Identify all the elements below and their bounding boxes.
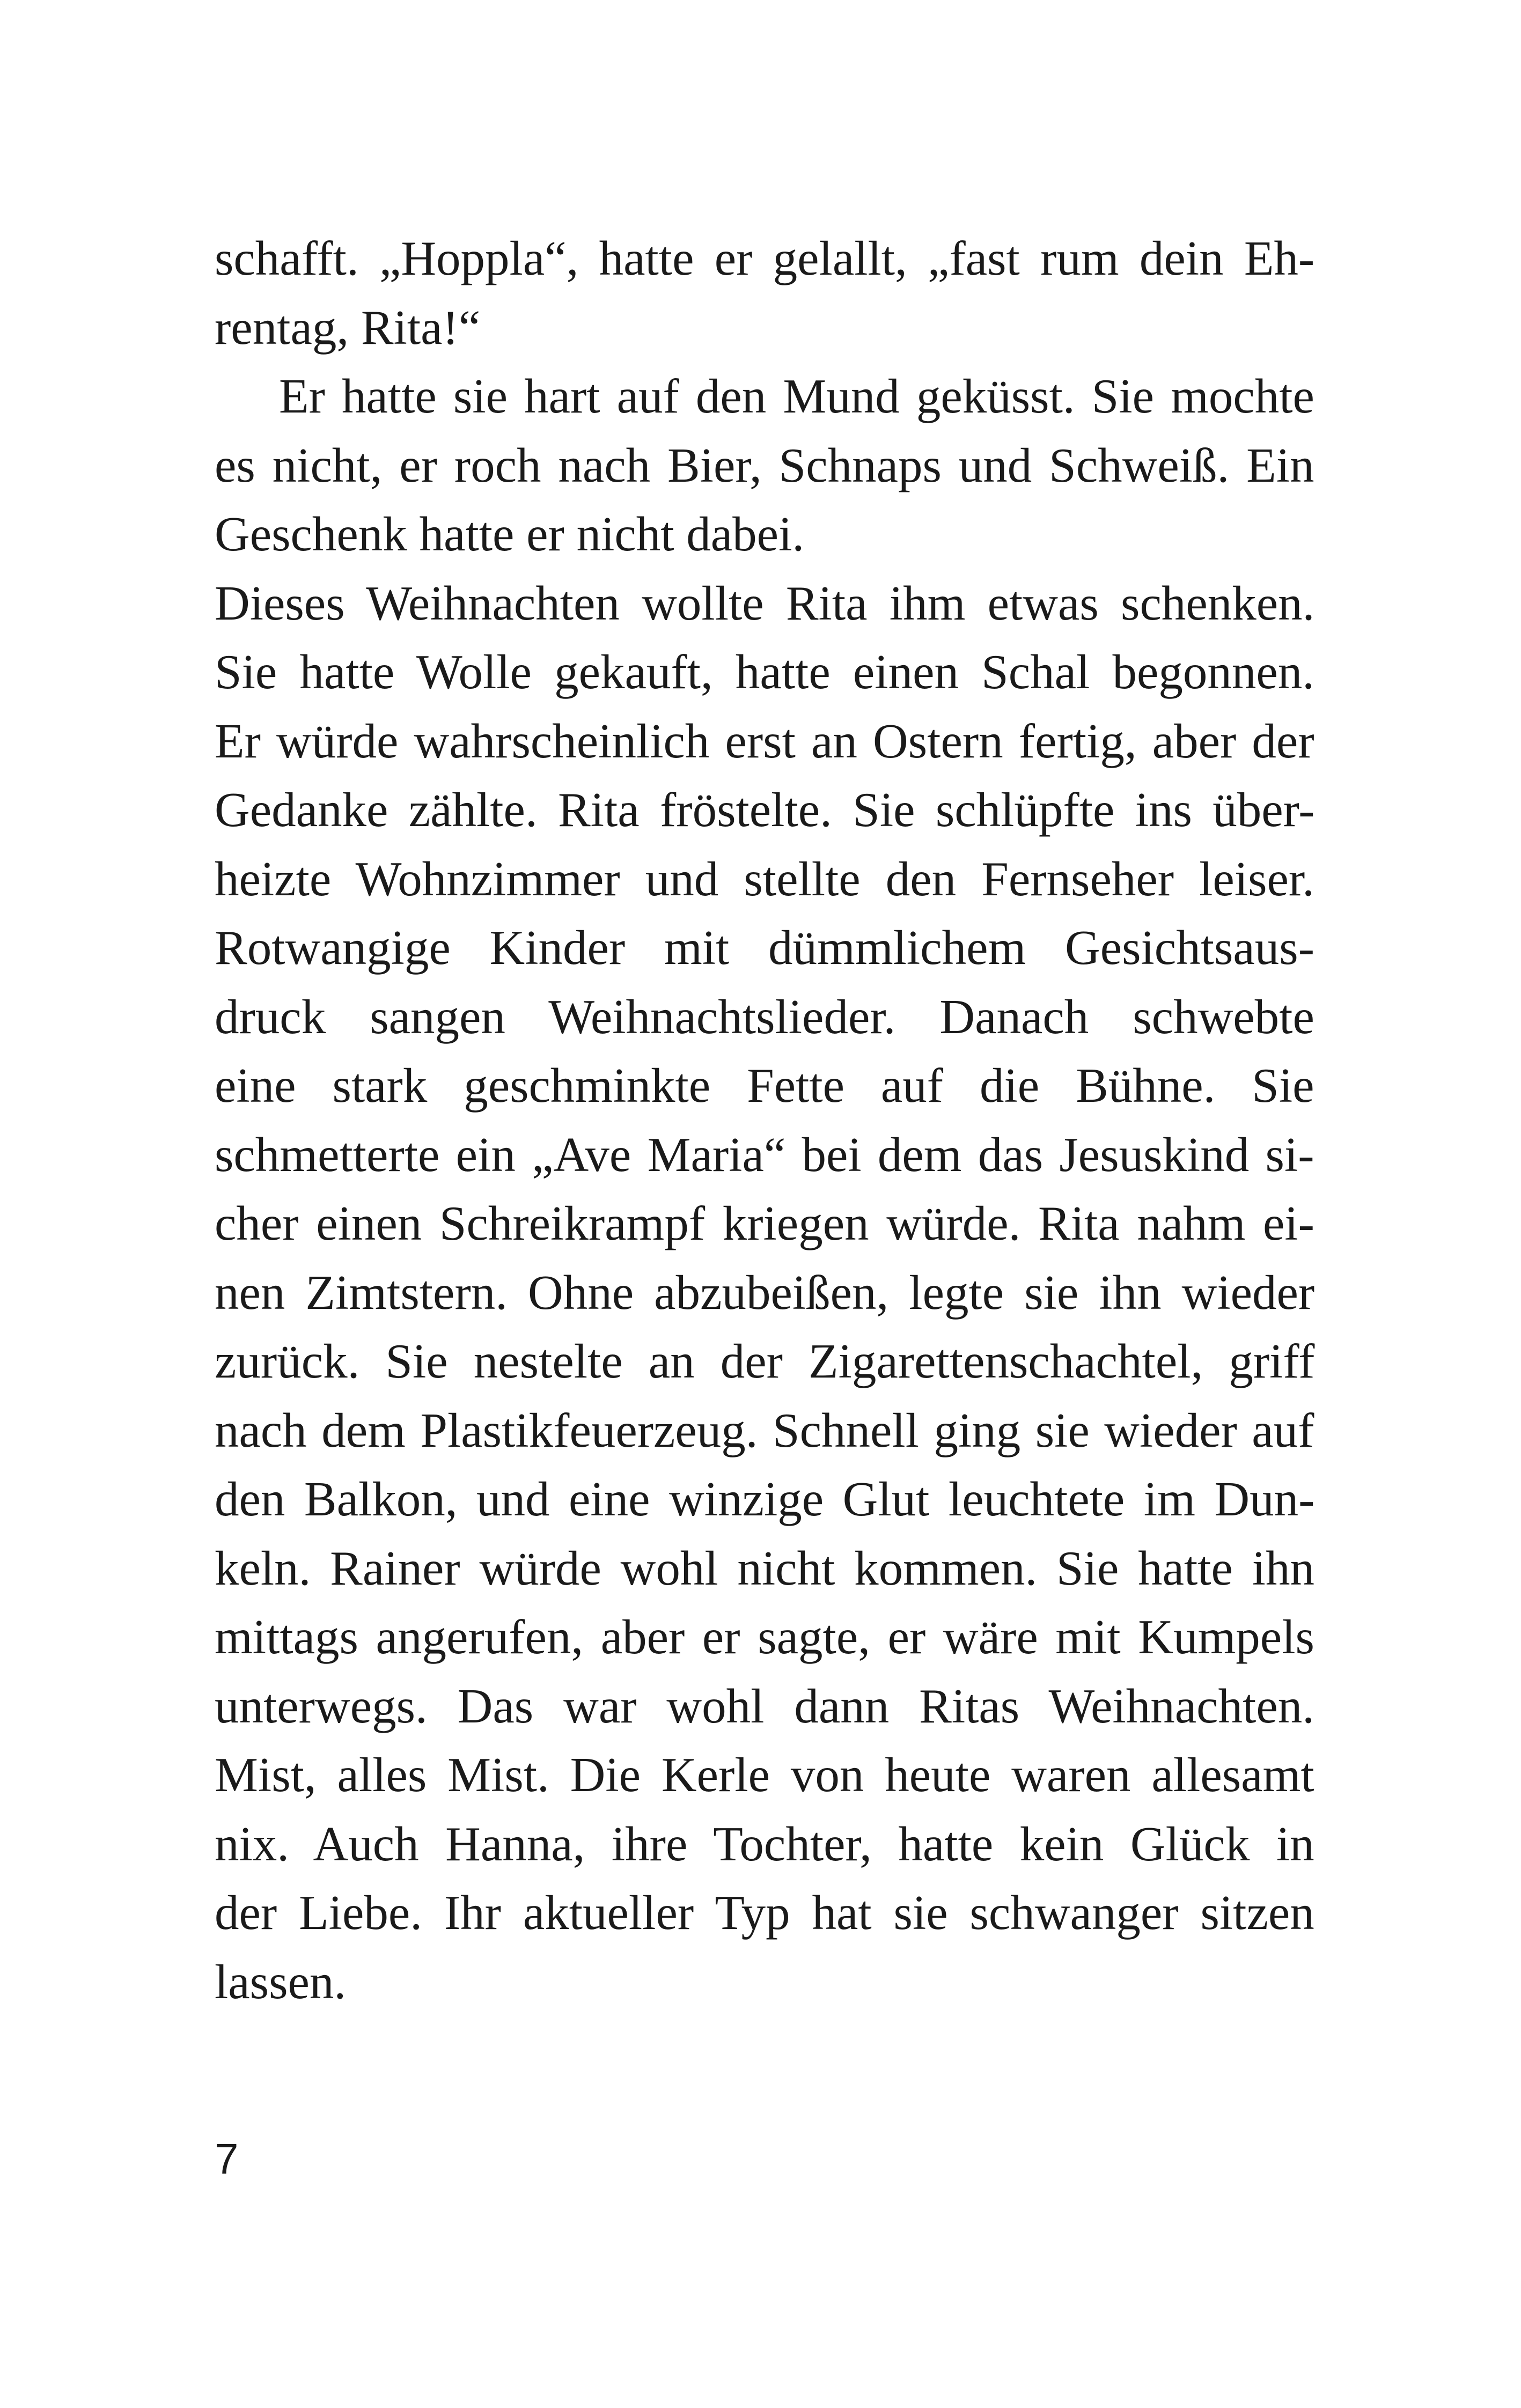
text-line: der Liebe. Ihr aktueller Typ hat sie schwanger sitzen xyxy=(215,1886,1314,1940)
text-line: Dieses Weihnachten wollte Rita ihm etwas schenken. xyxy=(215,576,1315,630)
text-line: Mist, alles Mist. Die Kerle von heute waren allesamt xyxy=(215,1748,1314,1802)
text-line: Geschenk hatte er nicht dabei. xyxy=(215,507,805,561)
text-line: Gedanke zählte. Rita fröstelte. Sie schlüpfte ins über- xyxy=(215,783,1315,837)
text-line: heizte Wohnzimmer und stellte den Fernseher leiser. xyxy=(215,852,1314,906)
text-line: keln. Rainer würde wohl nicht kommen. Sie hatte ihn xyxy=(215,1541,1314,1595)
text-line: lassen. xyxy=(215,1955,347,2009)
text-line: unterwegs. Das war wohl dann Ritas Weihnachten. xyxy=(215,1679,1314,1733)
text-line: den Balkon, und eine winzige Glut leuchtete im Dun- xyxy=(215,1472,1315,1526)
text-line: Rotwangige Kinder mit dümmlichem Gesichtsaus- xyxy=(215,921,1314,975)
text-line: Er würde wahrscheinlich erst an Ostern fertig, aber der xyxy=(215,714,1314,768)
text-line: schmetterte ein „Ave Maria“ bei dem das Jesuskind si- xyxy=(215,1128,1314,1182)
text-line: mittags angerufen, aber er sagte, er wäre mit Kumpels xyxy=(215,1610,1314,1664)
text-line: nach dem Plastikfeuerzeug. Schnell ging sie wieder auf xyxy=(215,1403,1314,1457)
page-number: 7 xyxy=(215,2135,239,2183)
text-line: es nicht, er roch nach Bier, Schnaps und Schweiß. Ein xyxy=(215,438,1314,492)
text-line: eine stark geschminkte Fette auf die Bühne. Sie xyxy=(215,1058,1314,1113)
text-line: cher einen Schreikrampf kriegen würde. Rita nahm ei- xyxy=(215,1196,1314,1250)
text-line: schafft. „Hoppla“, hatte er gelallt, „fast rum dein Eh- xyxy=(215,231,1315,285)
text-line: Sie hatte Wolle gekauft, hatte einen Schal begonnen. xyxy=(215,645,1315,699)
text-line: Er hatte sie hart auf den Mund geküsst. Sie mochte xyxy=(279,369,1314,423)
text-line: zurück. Sie nestelte an der Zigarettenschachtel, griff xyxy=(215,1334,1315,1388)
text-line: druck sangen Weihnachtslieder. Danach schwebte xyxy=(215,990,1314,1044)
text-line: nix. Auch Hanna, ihre Tochter, hatte kein Glück in xyxy=(215,1817,1314,1871)
text-line: nen Zimtstern. Ohne abzubeißen, legte sie ihn wieder xyxy=(215,1265,1315,1320)
text-line: rentag, Rita!“ xyxy=(215,300,481,355)
